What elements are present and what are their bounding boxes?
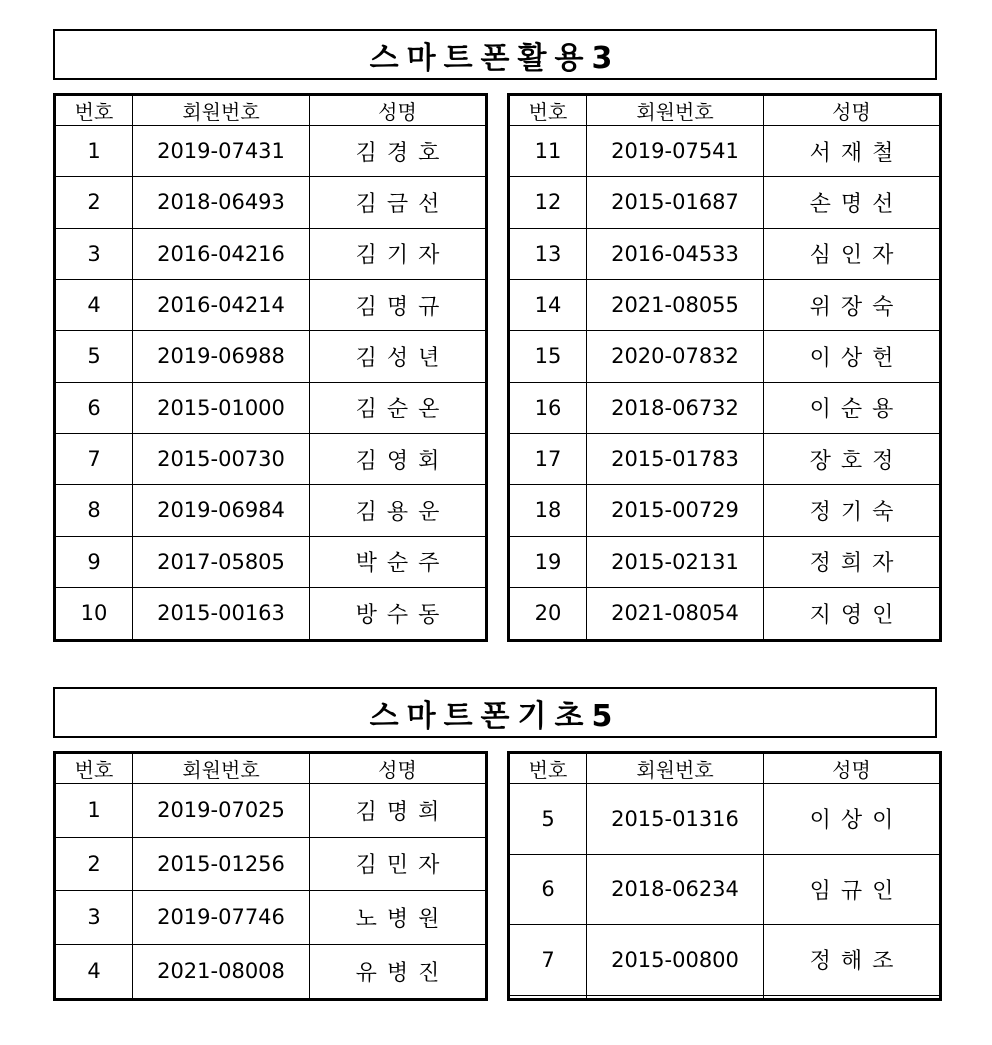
cell-member-id: 2020-07832 xyxy=(587,331,764,382)
cell-member-id: 2015-01687 xyxy=(587,177,764,228)
table-row xyxy=(55,536,487,587)
cell-member-id: 2018-06234 xyxy=(587,854,764,925)
table-row xyxy=(55,784,487,838)
cell-member-id: 2015-01256 xyxy=(133,837,310,891)
cell-name: 유병진 xyxy=(310,944,487,999)
cell-member-id: 2018-06732 xyxy=(587,382,764,433)
cell-number: 7 xyxy=(55,433,133,484)
cell-member-id: 2016-04216 xyxy=(133,228,310,279)
cell-member-id: 2019-06988 xyxy=(133,331,310,382)
cell-member-id: 2019-07431 xyxy=(133,126,310,177)
header-number: 번호 xyxy=(509,95,587,126)
cell-member-id: 2015-00729 xyxy=(587,485,764,536)
table-row xyxy=(55,382,487,433)
cell-number: 9 xyxy=(55,536,133,587)
cell-member-id: 2019-06984 xyxy=(133,485,310,536)
cell-number: 4 xyxy=(55,944,133,999)
table-row xyxy=(509,228,941,279)
cell-member-id: 2015-01783 xyxy=(587,433,764,484)
cell-member-id: 2015-02131 xyxy=(587,536,764,587)
table-row xyxy=(55,485,487,536)
table-row xyxy=(509,536,941,587)
cell-number: 8 xyxy=(55,485,133,536)
cell-name: 심인자 xyxy=(764,228,941,279)
cell-member-id: 2015-00800 xyxy=(587,925,764,996)
table-row xyxy=(509,854,941,925)
header-number: 번호 xyxy=(55,95,133,126)
roster-table-left xyxy=(53,93,488,642)
cell-member-id: 2021-08008 xyxy=(133,944,310,999)
cell-name: 손명선 xyxy=(764,177,941,228)
cell-number: 1 xyxy=(55,784,133,838)
cell-name: 김명희 xyxy=(310,784,487,838)
header-member-id: 회원번호 xyxy=(133,95,310,126)
cell-number: 5 xyxy=(509,784,587,855)
cell-name: 김금선 xyxy=(310,177,487,228)
table-row xyxy=(509,433,941,484)
table-row xyxy=(55,587,487,640)
cell-number: 13 xyxy=(509,228,587,279)
table-row xyxy=(55,177,487,228)
cell-number: 2 xyxy=(55,177,133,228)
table-row xyxy=(509,331,941,382)
cell-number: 3 xyxy=(55,891,133,945)
cell-name: 김용운 xyxy=(310,485,487,536)
table-row xyxy=(509,587,941,640)
cell-number: 4 xyxy=(55,279,133,330)
section-title-smartphone-basics-5: 스마트폰기초5 xyxy=(53,687,937,738)
cell-number: 15 xyxy=(509,331,587,382)
cell-name: 이상헌 xyxy=(764,331,941,382)
cell-name: 서재철 xyxy=(764,126,941,177)
cell-member-id: 2015-00730 xyxy=(133,433,310,484)
header-member-id: 회원번호 xyxy=(133,753,310,784)
table-row xyxy=(509,485,941,536)
cell-name: 김민자 xyxy=(310,837,487,891)
cell-name: 방수동 xyxy=(310,587,487,640)
cell-member-id: 2018-06493 xyxy=(133,177,310,228)
roster-table-right xyxy=(507,751,942,1001)
cell-number: 12 xyxy=(509,177,587,228)
header-row xyxy=(509,753,941,784)
cell-member-id: 2015-00163 xyxy=(133,587,310,640)
header-row xyxy=(55,753,487,784)
cell-name: 김영회 xyxy=(310,433,487,484)
table-row xyxy=(509,177,941,228)
cell-member-id: 2019-07541 xyxy=(587,126,764,177)
cell-member-id xyxy=(587,995,764,999)
header-name: 성명 xyxy=(310,753,487,784)
table-row xyxy=(509,995,941,999)
cell-number: 18 xyxy=(509,485,587,536)
cell-name: 장호정 xyxy=(764,433,941,484)
table-row xyxy=(55,837,487,891)
table-row xyxy=(55,279,487,330)
cell-number: 17 xyxy=(509,433,587,484)
header-row xyxy=(509,95,941,126)
cell-number: 16 xyxy=(509,382,587,433)
cell-name: 임규인 xyxy=(764,854,941,925)
cell-number: 5 xyxy=(55,331,133,382)
cell-number: 19 xyxy=(509,536,587,587)
cell-name: 김성년 xyxy=(310,331,487,382)
cell-member-id: 2017-05805 xyxy=(133,536,310,587)
header-number: 번호 xyxy=(55,753,133,784)
table-row xyxy=(55,433,487,484)
header-member-id: 회원번호 xyxy=(587,95,764,126)
cell-name xyxy=(764,995,941,999)
cell-name: 정해조 xyxy=(764,925,941,996)
cell-number xyxy=(509,995,587,999)
cell-name: 이순용 xyxy=(764,382,941,433)
header-name: 성명 xyxy=(764,753,941,784)
cell-number: 10 xyxy=(55,587,133,640)
table-row xyxy=(55,126,487,177)
cell-name: 박순주 xyxy=(310,536,487,587)
cell-name: 정희자 xyxy=(764,536,941,587)
roster-table-left xyxy=(53,751,488,1001)
header-member-id: 회원번호 xyxy=(587,753,764,784)
table-row xyxy=(509,126,941,177)
cell-name: 위장숙 xyxy=(764,279,941,330)
cell-number: 6 xyxy=(55,382,133,433)
cell-name: 김순온 xyxy=(310,382,487,433)
cell-name: 정기숙 xyxy=(764,485,941,536)
cell-name: 이상이 xyxy=(764,784,941,855)
cell-number: 3 xyxy=(55,228,133,279)
cell-name: 지영인 xyxy=(764,587,941,640)
table-row xyxy=(509,382,941,433)
cell-member-id: 2021-08054 xyxy=(587,587,764,640)
cell-number: 14 xyxy=(509,279,587,330)
table-row xyxy=(509,925,941,996)
table-row xyxy=(55,944,487,999)
table-row xyxy=(55,228,487,279)
cell-number: 7 xyxy=(509,925,587,996)
header-name: 성명 xyxy=(310,95,487,126)
cell-name: 김명규 xyxy=(310,279,487,330)
cell-member-id: 2019-07746 xyxy=(133,891,310,945)
cell-name: 노병원 xyxy=(310,891,487,945)
table-row xyxy=(509,784,941,855)
cell-number: 20 xyxy=(509,587,587,640)
cell-name: 김기자 xyxy=(310,228,487,279)
cell-number: 1 xyxy=(55,126,133,177)
header-number: 번호 xyxy=(509,753,587,784)
cell-member-id: 2016-04214 xyxy=(133,279,310,330)
cell-member-id: 2015-01316 xyxy=(587,784,764,855)
cell-member-id: 2016-04533 xyxy=(587,228,764,279)
roster-table-right xyxy=(507,93,942,642)
cell-member-id: 2021-08055 xyxy=(587,279,764,330)
cell-member-id: 2015-01000 xyxy=(133,382,310,433)
header-row xyxy=(55,95,487,126)
cell-number: 2 xyxy=(55,837,133,891)
table-row xyxy=(55,891,487,945)
section-title-smartphone-use-3: 스마트폰활용3 xyxy=(53,29,937,80)
header-name: 성명 xyxy=(764,95,941,126)
table-row xyxy=(55,331,487,382)
cell-number: 6 xyxy=(509,854,587,925)
table-row xyxy=(509,279,941,330)
cell-member-id: 2019-07025 xyxy=(133,784,310,838)
cell-number: 11 xyxy=(509,126,587,177)
cell-name: 김경호 xyxy=(310,126,487,177)
